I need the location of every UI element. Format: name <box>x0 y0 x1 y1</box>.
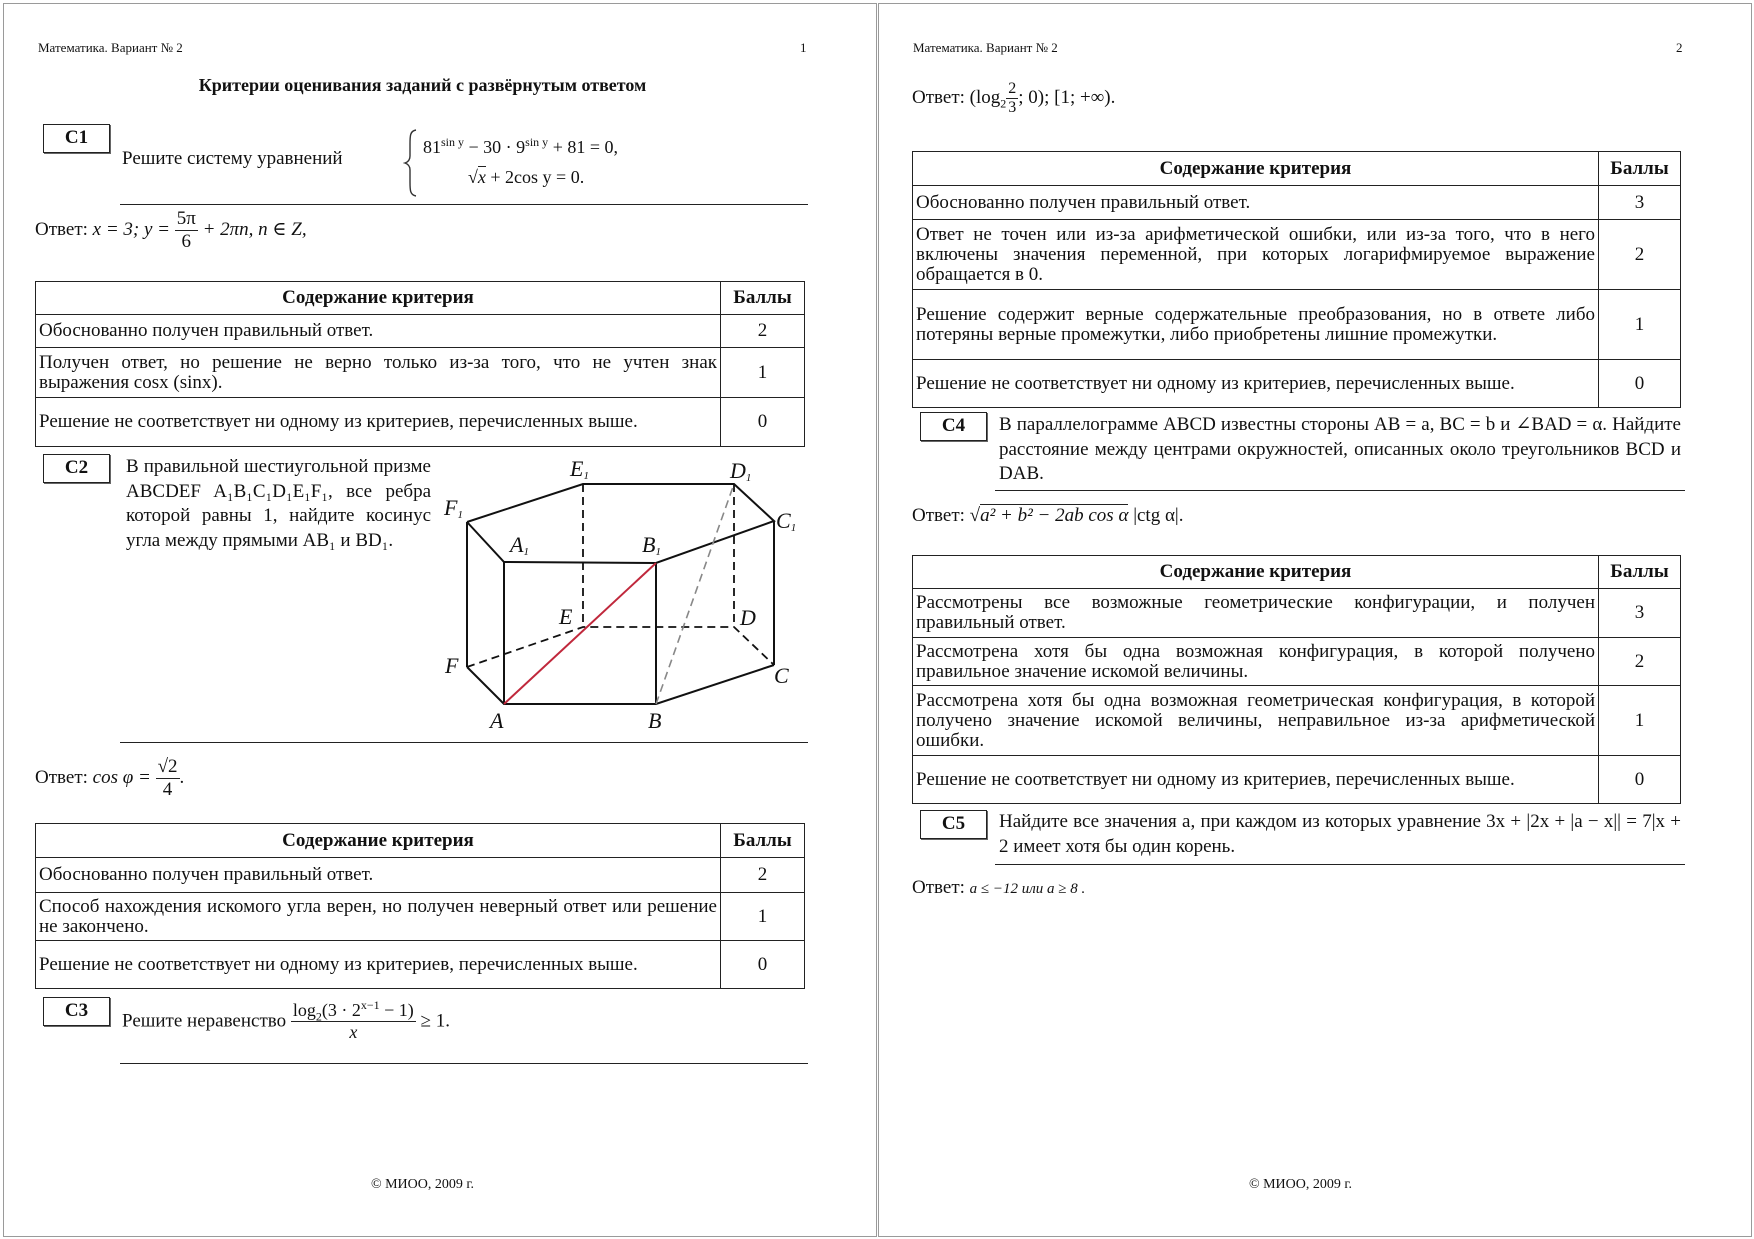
running-header: Математика. Вариант № 2 <box>38 40 183 55</box>
page-title: Критерии оценивания заданий с развёрнутым ответом <box>198 75 647 95</box>
criterion-score: 2 <box>721 858 805 893</box>
criterion-score: 3 <box>1599 186 1681 220</box>
column-header-score: Баллы <box>1599 152 1681 186</box>
criterion-text: Рассмотрена хотя бы одна возможная геометрическая конфигурация, в которой получено значение искомой величины, неправильное из-за арифметической ошибки. <box>913 686 1599 756</box>
column-header-score: Баллы <box>721 824 805 858</box>
criterion-text: Получен ответ, но решение не верно только из-за того, что не учтен знак выражения cosx (sinx). <box>36 348 721 398</box>
vertex-label-e1: E1 <box>570 456 589 482</box>
c2-answer: Ответ: cos φ = $\frac{√2}{4}$ . <box>35 756 185 800</box>
vertex-label-d: D <box>740 605 756 630</box>
c5-task-text: Найдите все значения a, при каждом из которых уравнение 3x + |2x + |a − x|| = 7|x + 2 имеет хотя бы один корень. <box>999 811 1681 857</box>
task-label-c4: C4 <box>920 412 987 441</box>
hidden-bottom-edges <box>467 627 774 667</box>
bottom-visible-edges <box>467 665 774 704</box>
criterion-text: Решение содержит верные содержательные преобразования, но в ответе либо потеряны верные промежутки, либо приобретены лишние промежутки. <box>913 290 1599 360</box>
criterion-score: 1 <box>1599 686 1681 756</box>
criterion-score: 3 <box>1599 589 1681 638</box>
criteria-table-c3 <box>912 151 1681 408</box>
criteria-table-c1 <box>35 281 805 447</box>
task-label-c3: C3 <box>43 997 110 1026</box>
segment-bd1 <box>656 484 734 704</box>
table-row <box>36 893 805 941</box>
criterion-text: Рассмотрена хотя бы одна возможная конфигурация, в которой получено правильное значение искомой величины. <box>913 638 1599 686</box>
table-row <box>36 315 805 348</box>
c2-task-text: В правильной шестиугольной призме ABCDEF A₁B₁C₁D₁E₁F₁, все ребра которой равны 1, найдите косинус угла между прямыми AB₁ и BD₁. <box>126 456 431 551</box>
vertex-label-f: F <box>445 653 459 678</box>
divider <box>995 864 1685 865</box>
column-header-criteria: Содержание критерия <box>913 152 1599 186</box>
criterion-score: 1 <box>721 348 805 398</box>
vertex-label-c1: C1 <box>776 508 797 534</box>
vertex-label-f1: F1 <box>444 495 463 521</box>
vertex-label-a1: A1 <box>510 532 529 558</box>
criterion-score: 2 <box>1599 638 1681 686</box>
column-header-criteria: Содержание критерия <box>913 556 1599 589</box>
page-footer: © МИОО, 2009 г. <box>1248 1177 1353 1192</box>
column-header-criteria: Содержание критерия <box>36 282 721 315</box>
vertex-label-d1: D1 <box>730 458 752 484</box>
divider <box>120 742 808 743</box>
table-row <box>913 686 1681 756</box>
c4-answer: Ответ: √a² + b² − 2ab cos α |ctg α|. <box>912 505 1184 526</box>
table-row <box>913 290 1681 360</box>
criterion-text: Рассмотрены все возможные геометрические конфигурации, и получен правильный ответ. <box>913 589 1599 638</box>
hexagonal-prism-figure <box>430 450 820 740</box>
c1-prompt: Решите систему уравнений <box>122 148 343 169</box>
vertex-label-c: C <box>774 663 789 688</box>
criterion-score: 0 <box>1599 360 1681 408</box>
c3-task-text: Решите неравенство $\frac{\log_2(3 \cdot 2^{x-1} - 1)}{x} \ge 1$. <box>122 998 450 1042</box>
c4-task-text: В параллелограмме ABCD известны стороны AB = a, BC = b и ∠BAD = α. Найдите расстояние между центрами окружностей, описанных около треугольников BCD и DAB. <box>999 414 1681 484</box>
table-row <box>913 756 1681 804</box>
criterion-text: Решение не соответствует ни одному из критериев, перечисленных выше. <box>36 398 721 447</box>
criterion-text: Решение не соответствует ни одному из критериев, перечисленных выше. <box>913 360 1599 408</box>
criterion-text: Обоснованно получен правильный ответ. <box>36 315 721 348</box>
divider <box>120 1063 808 1064</box>
criterion-score: 2 <box>1599 220 1681 290</box>
c3-answer: Ответ: ($\log_2$ $\frac{2}{3}$ ; 0); [1; +∞). <box>912 80 1116 116</box>
task-label-c5: C5 <box>920 810 987 839</box>
criteria-table-c4 <box>912 555 1681 804</box>
vertex-label-b: B <box>648 708 662 733</box>
task-label-c2: C2 <box>43 454 110 483</box>
column-header-score: Баллы <box>1599 556 1681 589</box>
criterion-score: 0 <box>721 941 805 989</box>
vertex-label-b1: B1 <box>642 532 661 558</box>
c1-equation-2: √x + 2cos y = 0. <box>468 167 585 187</box>
table-row <box>36 398 805 447</box>
table-row <box>913 186 1681 220</box>
page-number: 1 <box>800 40 807 55</box>
vertex-label-a: A <box>490 708 504 733</box>
criterion-text: Ответ не точен или из-за арифметической ошибки, или из-за того, что в него включены значения переменной, при которых логарифмируемое выражение обращается в 0. <box>913 220 1599 290</box>
c5-answer: Ответ: a ≤ −12 или a ≥ 8 . <box>912 877 1086 898</box>
column-header-score: Баллы <box>721 282 805 315</box>
table-row <box>913 638 1681 686</box>
table-row <box>36 858 805 893</box>
table-row <box>36 941 805 989</box>
criterion-score: 0 <box>1599 756 1681 804</box>
table-row <box>913 589 1681 638</box>
table-row <box>36 348 805 398</box>
criterion-text: Решение не соответствует ни одному из критериев, перечисленных выше. <box>36 941 721 989</box>
c1-equation-1: $81^{sin y} - 30 \cdot 9^{sin y} + 81 = 0$, <box>423 135 618 157</box>
running-header: Математика. Вариант № 2 <box>913 40 1058 55</box>
segment-ab1 <box>504 563 656 704</box>
system-brace <box>403 128 419 198</box>
criterion-text: Обоснованно получен правильный ответ. <box>913 186 1599 220</box>
divider <box>995 490 1685 491</box>
table-row <box>913 360 1681 408</box>
column-header-criteria: Содержание критерия <box>36 824 721 858</box>
criterion-text: Способ нахождения искомого угла верен, но получен неверный ответ или решение не закончено. <box>36 893 721 941</box>
table-row <box>913 220 1681 290</box>
criterion-score: 1 <box>721 893 805 941</box>
page-footer: © МИОО, 2009 г. <box>370 1177 475 1192</box>
criteria-table-c2 <box>35 823 805 989</box>
c1-answer: Ответ: x = 3; y = $\frac{5\pi}{6}$ + 2πn, n ∈ Z, <box>35 208 307 252</box>
criterion-score: 2 <box>721 315 805 348</box>
divider <box>120 204 808 205</box>
task-label-c1: C1 <box>43 124 110 153</box>
criterion-score: 1 <box>1599 290 1681 360</box>
criterion-text: Решение не соответствует ни одному из критериев, перечисленных выше. <box>913 756 1599 804</box>
page-number: 2 <box>1676 40 1683 55</box>
vertex-label-e: E <box>559 604 573 629</box>
criterion-score: 0 <box>721 398 805 447</box>
criterion-text: Обоснованно получен правильный ответ. <box>36 858 721 893</box>
